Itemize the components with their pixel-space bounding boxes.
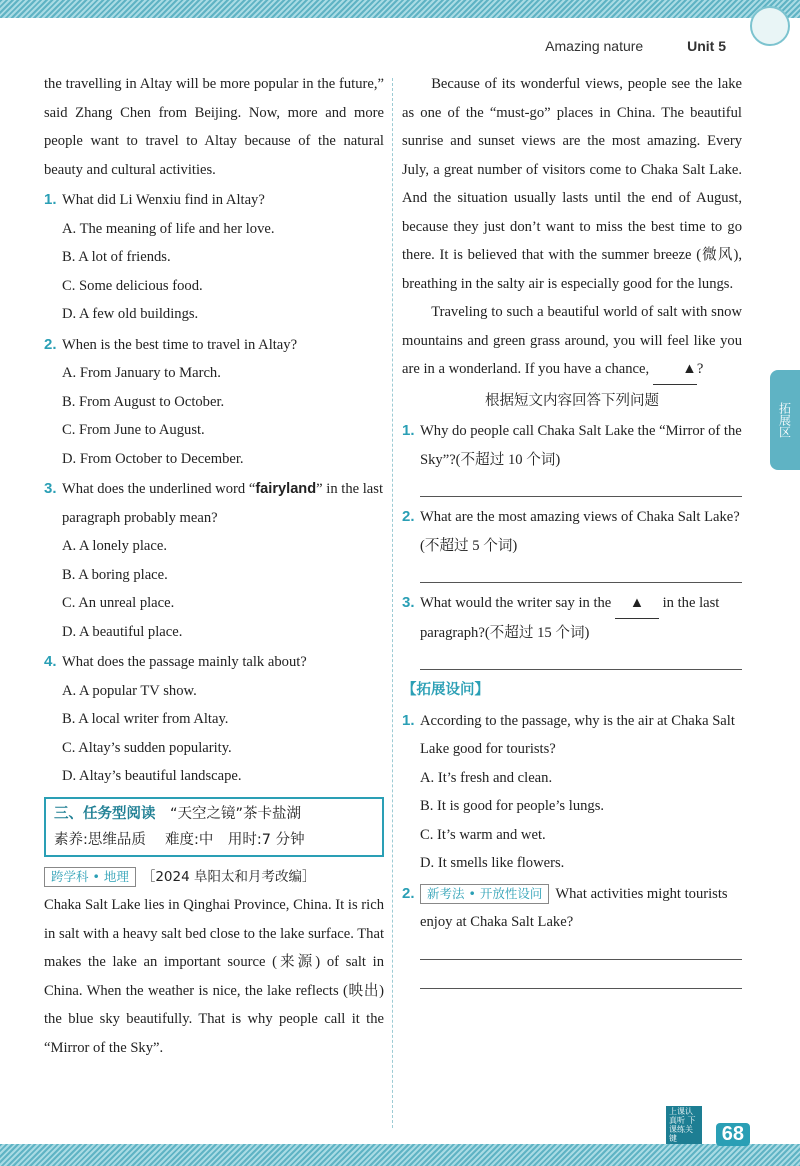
cross-subject-tag: 跨学科 • 地理 bbox=[44, 867, 136, 887]
option[interactable]: A. The meaning of life and her love. bbox=[62, 220, 275, 237]
left-column bbox=[44, 70, 384, 1062]
task-title: 三、任务型阅读 bbox=[54, 805, 156, 822]
side-tab-extension[interactable]: 拓展区 bbox=[770, 370, 800, 470]
question-text bbox=[420, 880, 742, 937]
column-divider bbox=[392, 78, 393, 1128]
answer-question-1 bbox=[402, 417, 742, 497]
right-column bbox=[402, 70, 742, 995]
section-title: Amazing nature bbox=[545, 38, 644, 54]
answer-line[interactable] bbox=[420, 474, 742, 497]
passage-paragraph-1: Chaka Salt Lake lies in Qinghai Province, China. It is rich in salt with a heavy salt bed close to the lake surface. That makes the lake an important source (来源) of salt in China. When the weather is nice, the lake reflects (映出) the blue sky beautifully. That is why people call it the “Mirror of the Sky”. bbox=[44, 897, 384, 1056]
question-text: What did Li Wenxiu find in Altay? bbox=[62, 192, 265, 208]
question-number: 1. bbox=[402, 711, 415, 729]
bottom-border bbox=[0, 1144, 800, 1166]
task-topic: “天空之镜”茶卡盐湖 bbox=[170, 805, 302, 822]
answer-line[interactable] bbox=[420, 937, 742, 960]
new-format-tag: 新考法 • 开放性设问 bbox=[420, 884, 549, 904]
footer-brand: 上课认真听 下课练关键 bbox=[666, 1106, 702, 1144]
question-text: Why do people call Chaka Salt Lake the “Mirror of the Sky”?(不超过 10 个词) bbox=[420, 423, 742, 468]
answer-line[interactable] bbox=[420, 966, 742, 989]
answer-question-2 bbox=[402, 503, 742, 583]
question-text bbox=[420, 589, 742, 647]
option[interactable]: B. A lot of friends. bbox=[62, 249, 171, 265]
option[interactable]: A. A popular TV show. bbox=[62, 682, 197, 699]
paragraph-3-text: Traveling to such a beautiful world of salt with snow mountains and green grass around, you will feel like you are in a wonderland. If you have a chance, bbox=[402, 304, 742, 377]
option[interactable]: D. From October to December. bbox=[62, 450, 244, 467]
answer-line[interactable] bbox=[420, 647, 742, 670]
option[interactable]: D. A beautiful place. bbox=[62, 623, 183, 640]
question-number: 3. bbox=[44, 480, 57, 497]
option[interactable]: C. An unreal place. bbox=[62, 595, 175, 611]
unit-label: Unit 5 bbox=[687, 38, 726, 54]
running-head bbox=[545, 38, 726, 54]
source-note: ［2024 阜阳太和月考改编］ bbox=[141, 868, 316, 885]
mascot-logo-icon bbox=[750, 6, 790, 46]
answer-question-3 bbox=[402, 589, 742, 670]
page-number: 68 bbox=[716, 1123, 750, 1146]
question-block-1 bbox=[44, 186, 384, 329]
underlined-word: fairyland bbox=[255, 481, 317, 497]
question-text: When is the best time to travel in Altay? bbox=[62, 336, 298, 353]
task-meta: 素养:思维品质 难度:中 用时:7 分钟 bbox=[54, 831, 305, 848]
blank-marker: ▲ bbox=[615, 589, 659, 619]
question-text-b: ” in the last paragraph probably mean? bbox=[62, 481, 384, 526]
passage-paragraph-2: Because of its wonderful views, people see the lake as one of the “must-go” places in China. The beautiful sunrise and sunset views are the most amazing. Every July, a great number of visitors come to Chaka Salt Lake. And the situation usually lasts until the end of August, because they just don’t want to miss the best time to go there. It is believed that with the summer breeze (微风), breathing in the salty air is especially good for the lungs. bbox=[402, 76, 742, 292]
question-number: 2. bbox=[402, 508, 415, 525]
option[interactable]: A. It’s fresh and clean. bbox=[420, 769, 553, 786]
question-number: 2. bbox=[44, 335, 57, 353]
question-number: 3. bbox=[402, 594, 415, 611]
passage-intro: the travelling in Altay will be more popular in the future,” said Zhang Chen from Beijing. Now, more and more people want to travel to Altay because of the natural beauty and cultural activities. bbox=[44, 76, 384, 178]
source-line bbox=[44, 863, 384, 892]
question-text bbox=[62, 475, 384, 532]
option[interactable]: C. Altay’s sudden popularity. bbox=[62, 739, 232, 756]
option[interactable]: B. A local writer from Altay. bbox=[62, 711, 229, 727]
ext-question-1 bbox=[402, 707, 742, 878]
answer-line[interactable] bbox=[420, 560, 742, 583]
question-text: What are the most amazing views of Chaka Salt Lake?(不超过 5 个词) bbox=[420, 509, 740, 554]
question-number: 1. bbox=[402, 422, 415, 439]
instruction: 根据短文内容回答下列问题 bbox=[485, 392, 659, 409]
question-number: 2. bbox=[402, 884, 415, 902]
option[interactable]: C. From June to August. bbox=[62, 422, 205, 438]
question-text-body: What activities might tourists enjoy at Chaka Salt Lake? bbox=[420, 885, 728, 930]
option[interactable]: D. A few old buildings. bbox=[62, 306, 199, 322]
question-number: 1. bbox=[44, 191, 57, 208]
task-reading-header bbox=[44, 797, 384, 857]
option[interactable]: C. It’s warm and wet. bbox=[420, 826, 546, 843]
ext-question-2 bbox=[402, 880, 742, 989]
paragraph-3-end: ? bbox=[696, 361, 704, 377]
question-block-2 bbox=[44, 331, 384, 474]
question-text: What does the passage mainly talk about? bbox=[62, 654, 307, 670]
question-text-a: What would the writer say in the bbox=[420, 595, 612, 611]
question-block-3 bbox=[44, 475, 384, 646]
extension-title: 【拓展设问】 bbox=[402, 682, 489, 698]
option[interactable]: B. It is good for people’s lungs. bbox=[420, 798, 605, 814]
option[interactable]: B. From August to October. bbox=[62, 393, 225, 410]
passage-paragraph-3 bbox=[402, 298, 742, 385]
top-border bbox=[0, 0, 800, 18]
question-text-a: What does the underlined word “ bbox=[62, 481, 256, 497]
option[interactable]: B. A boring place. bbox=[62, 566, 168, 583]
question-number: 4. bbox=[44, 653, 57, 670]
option[interactable]: D. It smells like flowers. bbox=[420, 855, 565, 871]
blank-marker: ▲ bbox=[653, 355, 697, 385]
question-text-b: in the last paragraph?(不超过 15 个词) bbox=[420, 595, 720, 641]
option[interactable]: A. A lonely place. bbox=[62, 538, 167, 554]
option[interactable]: A. From January to March. bbox=[62, 365, 221, 381]
option[interactable]: D. Altay’s beautiful landscape. bbox=[62, 768, 242, 784]
option[interactable]: C. Some delicious food. bbox=[62, 277, 203, 294]
question-text: According to the passage, why is the air at Chaka Salt Lake good for tourists? bbox=[420, 712, 735, 757]
question-block-4 bbox=[44, 648, 384, 791]
